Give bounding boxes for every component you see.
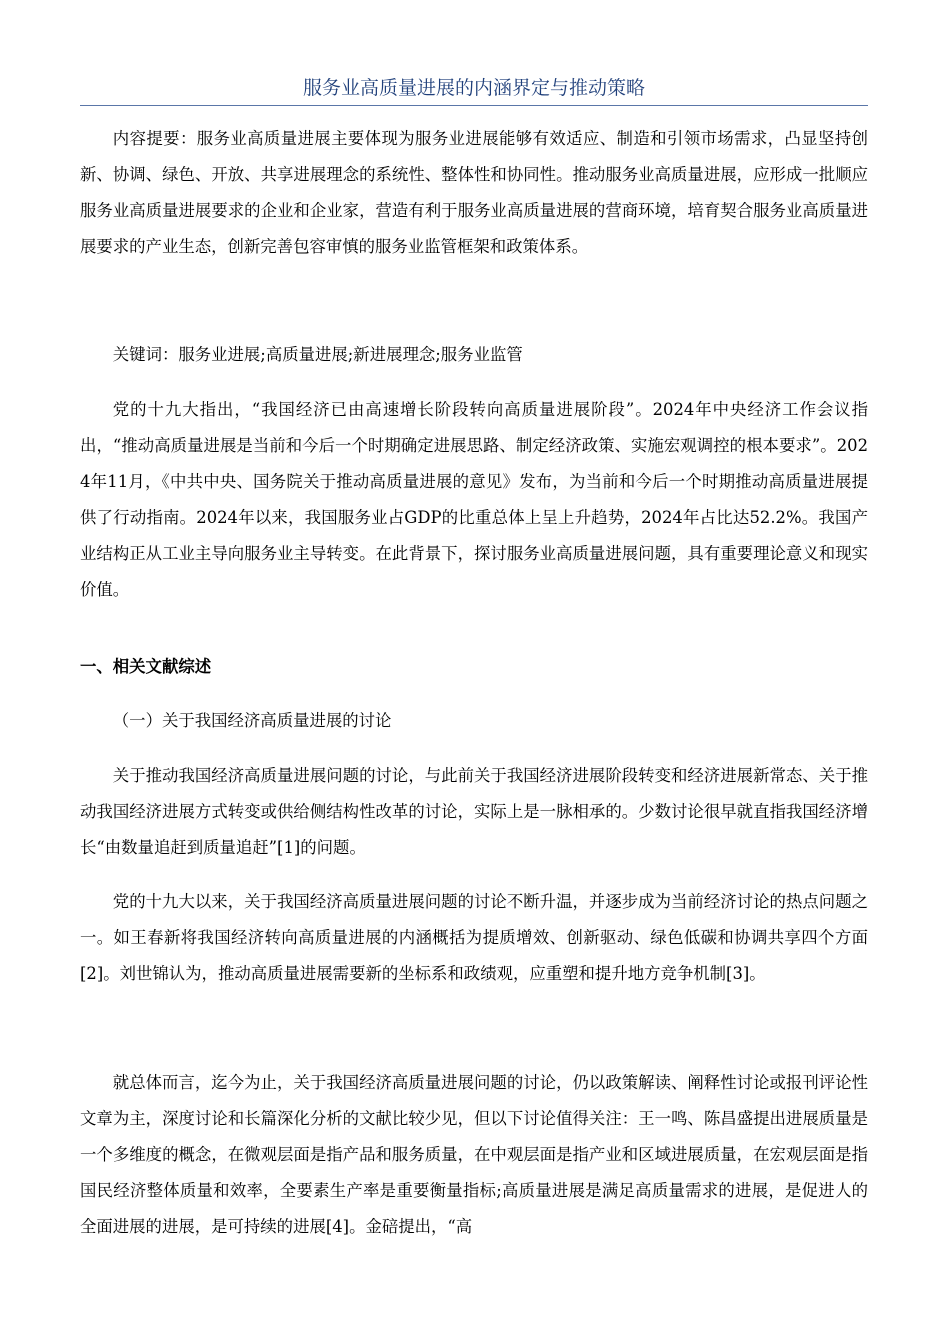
para3-block [80, 1065, 868, 1245]
subsection-heading-block [80, 703, 868, 739]
para1-block [80, 758, 868, 866]
keywords-block [80, 337, 868, 373]
body-paragraph-3: 就总体而言，迄今为止，关于我国经济高质量进展问题的讨论，仍以政策解读、阐释性讨论或报刊评论性文章为主，深度讨论和长篇深化分析的文献比较少见，但以下讨论值得关注：王一鸣、陈昌盛提出进展质量是一个多维度的概念，在微观层面是指产品和服务质量，在中观层面是指产业和区域进展质量，在宏观层面是指国民经济整体质量和效率，全要素生产率是重要衡量指标;高质量进展是满足高质量需求的进展，是促进人的全面进展的进展，是可持续的进展[4]。金碚提出，“高 [80, 1073, 868, 1236]
section-heading-block [80, 649, 868, 685]
intro-paragraph: 党的十九大指出，“我国经济已由高速增长阶段转向高质量进展阶段”。2024年中央经济工作会议指出，“推动高质量进展是当前和今后一个时期确定进展思路、制定经济政策、实施宏观调控的根本要求”。2024年11月，《中共中央、国务院关于推动高质量进展的意见》发布，为当前和今后一个时期推动高质量进展提供了行动指南。2024年以来，我国服务业占GDP的比重总体上呈上升趋势，2024年占比达52.2%。我国产业结构正从工业主导向服务业主导转变。在此背景下，探讨服务业高质量进展问题，具有重要理论意义和现实价值。 [80, 400, 868, 599]
subsection-heading: （一）关于我国经济高质量进展的讨论 [112, 711, 392, 730]
body-paragraph-2: 党的十九大以来，关于我国经济高质量进展问题的讨论不断升温，并逐步成为当前经济讨论的热点问题之一。如王春新将我国经济转向高质量进展的内涵概括为提质增效、创新驱动、绿色低碳和协调共享四个方面[2]。刘世锦认为，推动高质量进展需要新的坐标系和政绩观，应重塑和提升地方竞争机制[3]。 [80, 892, 868, 983]
abstract-block [80, 121, 868, 265]
para2-block [80, 884, 868, 992]
abstract-paragraph: 内容提要：服务业高质量进展主要体现为服务业进展能够有效适应、制造和引领市场需求，凸显坚持创新、协调、绿色、开放、共享进展理念的系统性、整体性和协同性。推动服务业高质量进展，应形成一批顺应服务业高质量进展要求的企业和企业家，营造有利于服务业高质量进展的营商环境，培育契合服务业高质量进展要求的产业生态，创新完善包容审慎的服务业监管框架和政策体系。 [80, 129, 868, 256]
keywords-line: 关键词：服务业进展;高质量进展;新进展理念;服务业监管 [112, 345, 523, 364]
document-title: 服务业高质量进展的内涵界定与推动策略 [80, 74, 868, 106]
intro-block [80, 392, 868, 608]
section-heading: 一、相关文献综述 [80, 657, 212, 676]
body-paragraph-1: 关于推动我国经济高质量进展问题的讨论，与此前关于我国经济进展阶段转变和经济进展新常态、关于推动我国经济进展方式转变或供给侧结构性改革的讨论，实际上是一脉相承的。少数讨论很早就直指我国经济增长“由数量追赶到质量追赶”[1]的问题。 [80, 766, 868, 857]
